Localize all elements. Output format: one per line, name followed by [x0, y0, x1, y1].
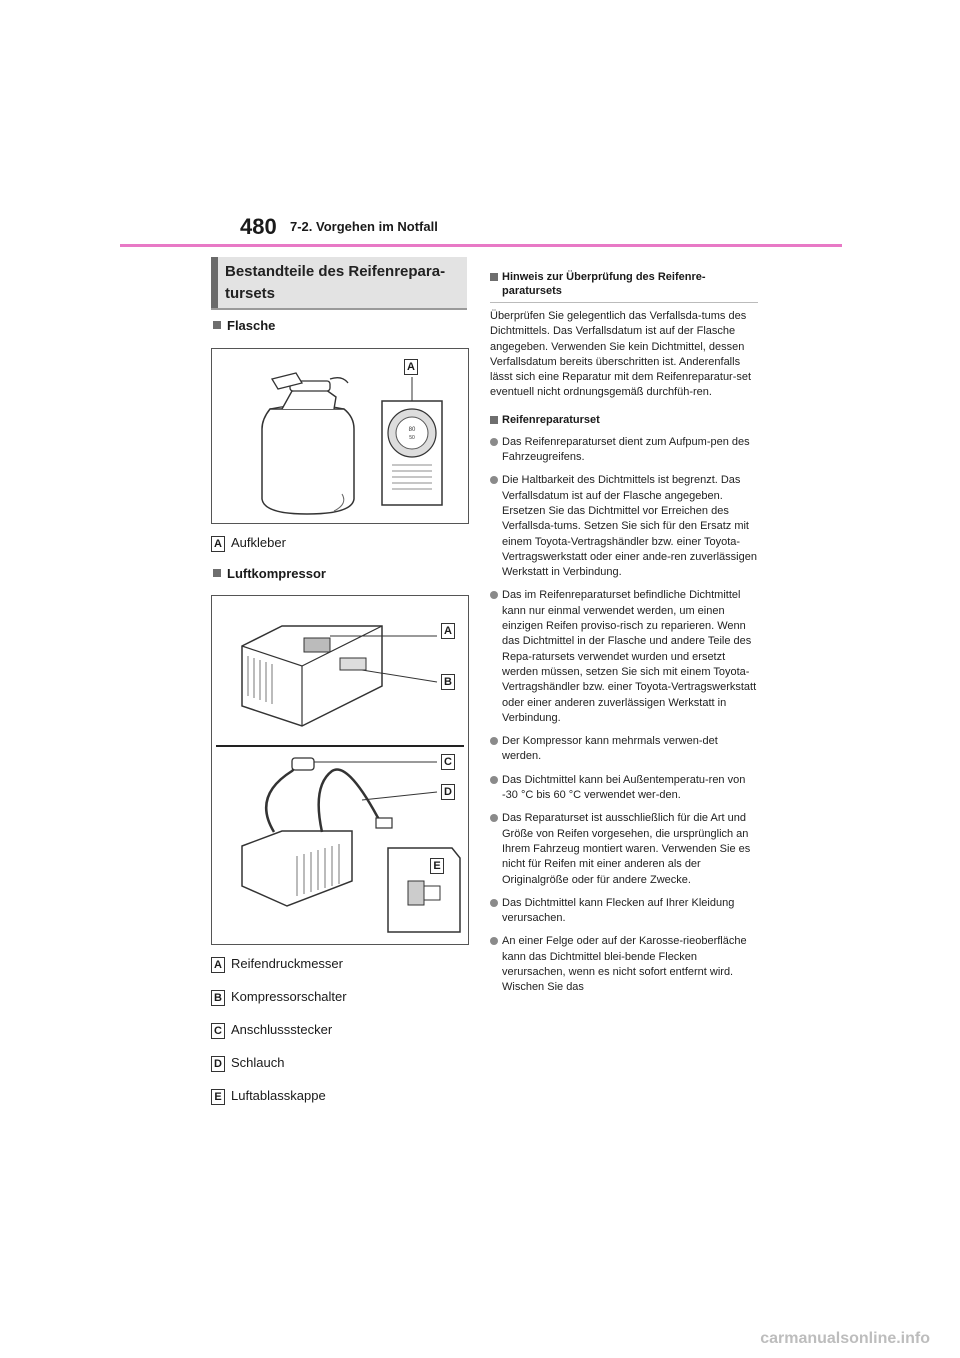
bullet-dot-icon [490, 476, 498, 484]
bullet-dot-icon [490, 814, 498, 822]
chapter-title: 7-2. Vorgehen im Notfall [290, 219, 438, 234]
kit-heading [490, 413, 758, 427]
kit-heading-text: Reifenreparaturset [502, 413, 600, 426]
note-divider [490, 302, 758, 303]
bullet-item [490, 435, 758, 466]
legend-text: Anschlussstecker [231, 1022, 333, 1037]
legend-text: Luftablasskappe [231, 1088, 326, 1103]
legend-text: Schlauch [231, 1055, 285, 1070]
kompressor-figure [211, 595, 469, 945]
figure-callout-a: A [404, 359, 418, 375]
legend-tag: A [211, 536, 225, 552]
bullet-text: Das Dichtmittel kann Flecken auf Ihrer Kleidung verursachen. [502, 896, 735, 925]
legend-tag: D [211, 1056, 225, 1072]
legend-item [211, 1086, 347, 1106]
flasche-heading [213, 318, 275, 333]
bullet-text: Das Reifenreparaturset dient zum Aufpum-pen des Fahrzeugreifens. [502, 435, 750, 464]
bullet-text: Das Dichtmittel kann bei Außentemperatu-ren von -30 °C bis 60 °C verwendet wer-den. [502, 773, 746, 802]
note-text: Überprüfen Sie gelegentlich das Verfallsda-tums des Dichtmittels. Das Verfallsdatum ist auf der Flasche angegeben. Verwenden Sie kein Dichtmittel, dessen Verfallsdatum bereits überschritten ist. Anderenfalls lässt sich eine Reparatur mit dem Reifenreparatur-set eventuell nicht ordnungsgemäß durchfüh-ren. [490, 310, 752, 399]
legend-item [211, 987, 347, 1007]
legend-tag: A [211, 957, 225, 973]
legend-item [211, 954, 347, 974]
note-heading [490, 270, 758, 298]
bullet-item [490, 734, 758, 765]
bullet-dot-icon [490, 937, 498, 945]
kompressor-legend [211, 954, 347, 1106]
bullet-item [490, 588, 758, 726]
legend-text: Aufkleber [231, 535, 286, 550]
watermark: carmanualsonline.info [760, 1330, 930, 1347]
header-rule [120, 244, 842, 247]
figure-callout-d: D [441, 784, 455, 800]
bullet-item [490, 811, 758, 887]
legend-text: Kompressorschalter [231, 989, 347, 1004]
heading-square-icon [213, 569, 221, 577]
flasche-figure [211, 348, 469, 524]
bullet-item [490, 773, 758, 804]
flasche-heading-label: Flasche [227, 318, 276, 333]
svg-text:80: 80 [408, 427, 416, 433]
heading-square-icon [490, 273, 498, 281]
legend-tag: C [211, 1023, 225, 1039]
kompressor-illustration [212, 596, 468, 944]
section-heading-box [211, 257, 467, 310]
bullet-text: Das Reparaturset ist ausschließlich für die Art und Größe von Reifen vorgesehen, die ursprünglich an Ihrem Fahrzeug montiert waren. Verwenden Sie es nicht für Reifen mit einer anderen als der Originalgröße oder für andere Zwecke. [502, 812, 751, 886]
bullet-item [490, 473, 758, 580]
bullet-item [490, 896, 758, 927]
heading-square-icon [490, 416, 498, 424]
flasche-illustration [212, 349, 468, 523]
legend-text: Reifendruckmesser [231, 956, 343, 971]
legend-tag: E [211, 1089, 225, 1105]
bullet-item [490, 934, 758, 995]
legend-tag: B [211, 990, 225, 1006]
bullet-dot-icon [490, 591, 498, 599]
section-title: Bestandteile des Reifenrepara-tursets [225, 263, 446, 302]
figure-callout-b: B [441, 674, 455, 690]
page-number: 480 [240, 214, 277, 239]
bullet-dot-icon [490, 776, 498, 784]
kompressor-heading-label: Luftkompressor [227, 566, 326, 581]
bullet-dot-icon [490, 737, 498, 745]
figure-callout-e: E [430, 858, 444, 874]
section-accent-bar [211, 257, 218, 308]
note-heading-text: Hinweis zur Überprüfung des Reifenre-paratursets [502, 271, 706, 297]
legend-item [211, 533, 286, 553]
bullet-dot-icon [490, 438, 498, 446]
legend-item [211, 1053, 347, 1073]
bullet-text: Das im Reifenreparaturset befindliche Dichtmittel kann nur einmal verwendet werden, um einen einzigen Reifen proviso-risch zu reparieren. Wenn das Dichtmittel in der Flasche und andere Teile des Repa-ratursets verwendet wurden und ersetzt werden müssen, setzen Sie sich mit einem Toyota-Vertragshändler bzw. einer Toyota-Vertragswerkstatt oder einer anderen zuverlässigen Werkstatt in Verbindung. [502, 589, 757, 724]
bullet-text: An einer Felge oder auf der Karosse-rieoberfläche kann das Dichtmittel blei-bende Flecken verursachen, wenn es nicht sofort entfernt wird. Wischen Sie das [502, 935, 747, 994]
kompressor-heading [213, 566, 326, 581]
flasche-legend [211, 533, 286, 553]
legend-item [211, 1020, 347, 1040]
bullet-dot-icon [490, 899, 498, 907]
figure-callout-a: A [441, 623, 455, 639]
heading-square-icon [213, 321, 221, 329]
svg-text:50: 50 [409, 435, 415, 441]
right-column [490, 270, 758, 1004]
figure-callout-c: C [441, 754, 455, 770]
bullet-text: Die Haltbarkeit des Dichtmittels ist begrenzt. Das Verfallsdatum ist auf der Flasche angegeben. Ersetzen Sie das Dichtmittel vor Erreichen des Verfallsda-tums. Setzen Sie sich für den Ersatz mit einem Toyota-Vertragshändler bzw. einer Toyota-Vertragswerkstatt oder einer ande-ren zuverlässigen Werkstatt in Verbindung. [502, 474, 757, 579]
bullet-text: Der Kompressor kann mehrmals verwen-det werden. [502, 735, 718, 763]
